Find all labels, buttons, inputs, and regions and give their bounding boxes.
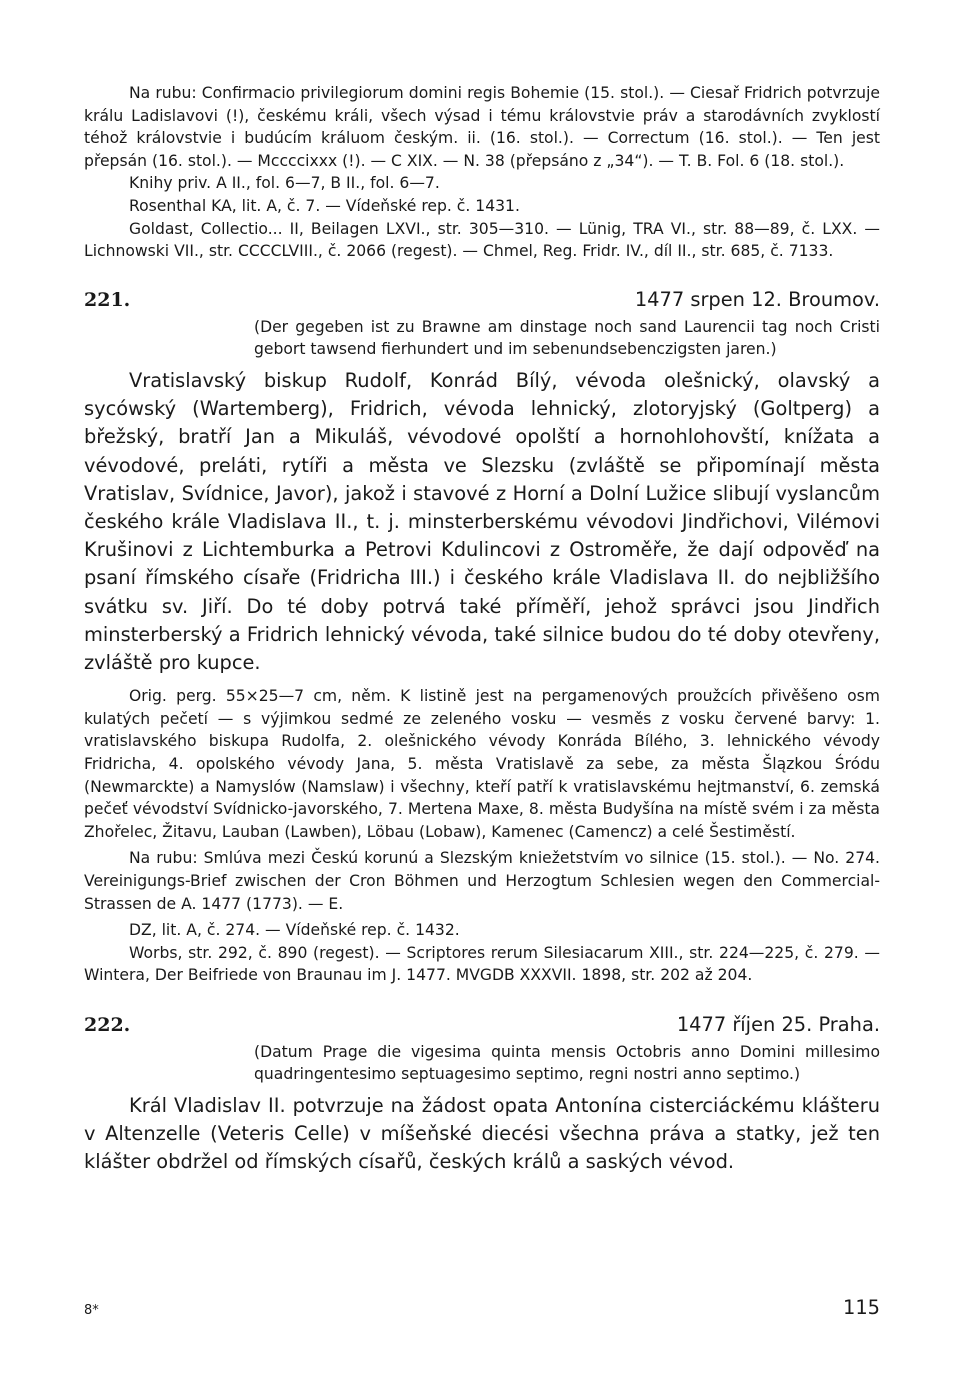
entry-regest: Vratislavský biskup Rudolf, Konrád Bílý, vévoda olešnický, olavský a sycówský (Wartemberg), Fridrich, vévoda lehnický, zlotoryjský (Goltperg) a břežský, bratří Jan a Mikuláš, vévodové opolští a hornohlohovští, knížata a vévodové, preláti, rytíři a města ve Slezsku (zvláště se připomínají města Vratislav, Svídnice, Javor), jakož i stavové z Horní a Dolní Lužice slibují vyslancům českého krále Vladislava II., t. j. minsterberskému vévodovi Jindřichovi, Vilémovi Krušinovi z Lichtemburka a Petrovi Kdulincovi z Ostroměře, že dají odpověď na psaní římského císaře (Fridricha III.) i českého krále Vladislava II. do nejbližšího svátku sv. Jiří. Do té doby potrvá také příměří, jehož správci jsou Jindřich minsterberský a Fridrich lehnický vévoda, také silnice budou do té doby otevřeny, zvláště pro kupce.: [84, 368, 880, 674]
dorsal-note: Na rubu: Smlúva mezi Českú korunú a Slezským kniežetstvím vo silnice (15. stol.). — No. 274. Vereinigungs-Brief zwischen der Cron Böhmen und Herzogtum Schlesien wegen den Commercial-Strassen de A. 1477 (1773). — E.: [84, 849, 880, 913]
entry-number: 222.: [84, 1013, 131, 1036]
entry-original-description: Orig. perg. 55×25—7 cm, něm. K listině jest na pergamenových proužcích přivěšeno osm kulatých pečetí — s výjimkou sedmé ze zeleného vosku — vesměs z vosku červené barvy: 1. vratislavského biskupa Rudolfa, 2. olešnického vévody Konráda Bílého, 3. lehnického vévody Fridricha, 4. opolského vévody Jana, 5. města Vratislavě za sebe, za města Šlązkou Śródu (Newmarckte) a Namyslów (Namslaw) i všechny, kteří patří k vratislavskému hejtmanství, 6. zemská pečeť vévodství Svídnicko-javorského, 7. Mertena Maxe, 8. města Budyšína na místě svém i za města Zhořelec, Žitavu, Lauban (Lawben), Löbau (Lobaw), Kamenec (Camencz) a celé Šestiměstí.: [84, 687, 880, 841]
entry-date-quote: (Datum Prage die vigesima quinta mensis Octobris anno Domini millesimo quadringentesimo septuagesimo septimo, regni nostri anno septimo.): [254, 1042, 880, 1084]
entry-regest: Král Vladislav II. potvrzuje na žádost opata Antonína cisterciáckému klášteru v Altenzelle (Veteris Celle) v míšeňské diecési všechna práva a statky, jež ten klášter obdržel od římských císařů, českých králů a saských vévod.: [84, 1094, 880, 1174]
entry-date: 1477 srpen 12. Broumov.: [634, 287, 880, 311]
page-number: 115: [842, 1296, 880, 1319]
reference-line: Knihy priv. A II., fol. 6—7, B II., fol. 6—7.: [129, 174, 440, 193]
entry-heading: [84, 1013, 880, 1036]
reference-line: Goldast, Collectio... II, Beilagen LXVI., str. 305—310. — Lünig, TRA VI., str. 88—89, č. LXX. — Lichnowski VII., str. CCCCLVIII., č. 2066 (regest). — Chmel, Reg. Fridr. IV., díl II., str. 685, č. 7133.: [84, 219, 880, 261]
reference-line: Worbs, str. 292, č. 890 (regest). — Scriptores rerum Silesiacarum XIII., str. 224—225, č. 279. — Wintera, Der Beifriede von Braunau im J. 1477. MVGDB XXXVII. 1898, str. 202 až 204.: [84, 943, 880, 985]
dorsal-note: Na rubu: Confirmacio privilegiorum domini regis Bohemie (15. stol.). — Ciesař Fridrich potvrzuje králu Ladislavovi (!), českému králi, všech výsad i tému královstvie práv a starodávních zvyklostí téhož královstvie i budúcím králuom českým. ii. (16. stol.). — Correctum (16. stol.). — Ten jest přepsán (16. stol.). — Mccccixxx (!). — C XIX. — N. 38 (přepsáno z „34“). — T. B. Fol. 6 (18. stol.).: [84, 84, 880, 170]
entry-number: 221.: [84, 288, 131, 311]
signature-mark: 8*: [84, 1303, 99, 1318]
entry-date: 1477 říjen 25. Praha.: [676, 1012, 880, 1036]
reference-line: Rosenthal KA, lit. A, č. 7. — Vídeňské rep. č. 1431.: [129, 196, 520, 215]
page-content: [84, 82, 880, 1332]
reference-line: DZ, lit. A, č. 274. — Vídeňské rep. č. 1432.: [129, 921, 460, 940]
entry-date-quote: (Der gegeben ist zu Brawne am dinstage noch sand Laurencii tag noch Cristi gebort tawsend fierhundert und im sebenundsebenczigsten jaren.): [254, 317, 880, 359]
page-footer: [84, 1296, 880, 1319]
entry-heading: [84, 288, 880, 311]
